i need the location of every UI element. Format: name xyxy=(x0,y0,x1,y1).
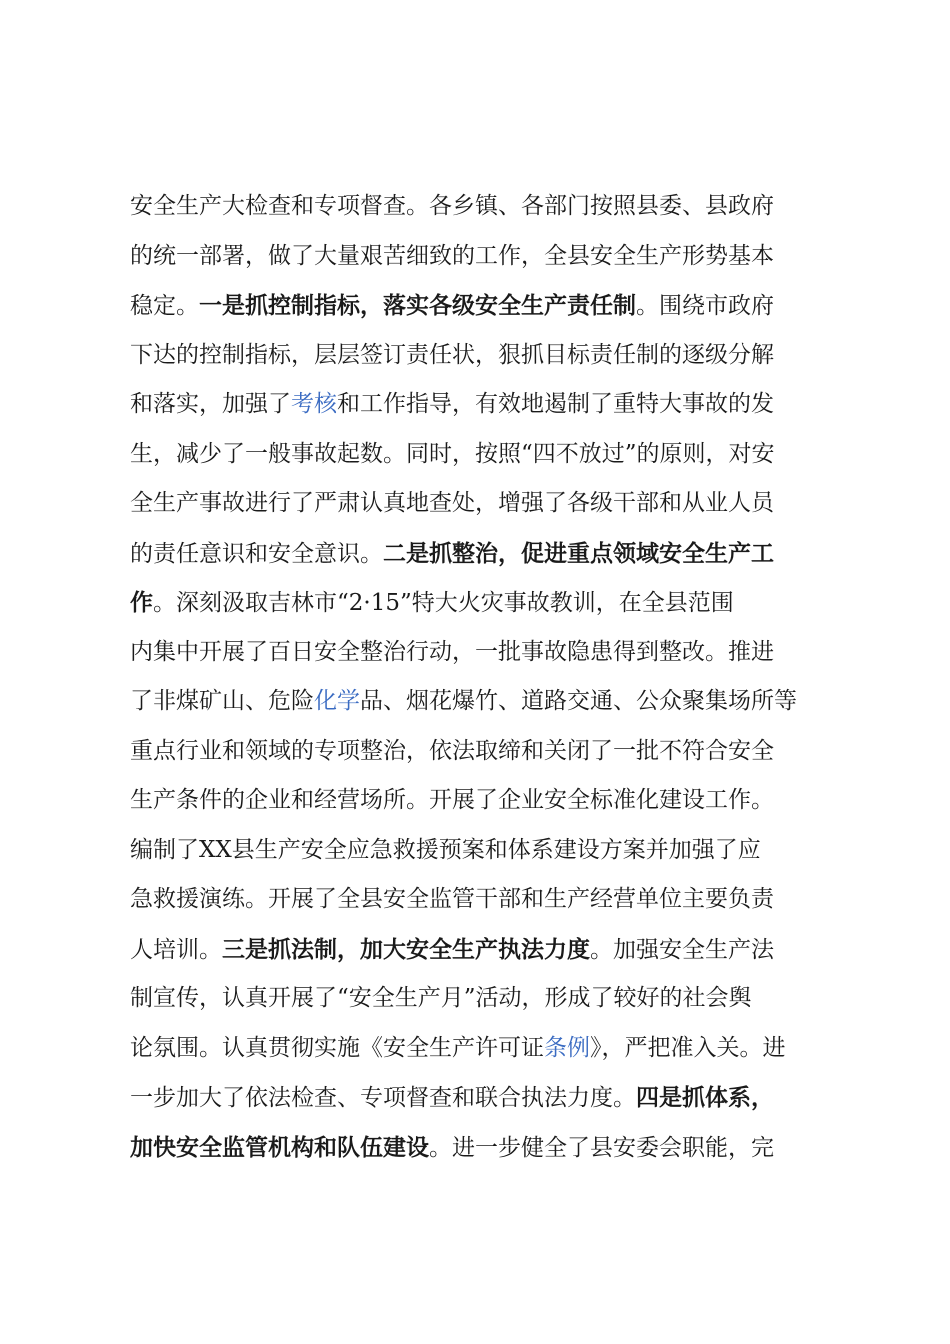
inline-link[interactable]: 考核 xyxy=(291,391,337,417)
text-line xyxy=(130,479,836,529)
body-text: 的统一部署，做了大量艰苦细致的工作，全县安全生产形势基本 xyxy=(130,242,774,269)
body-text: 》，严把准入关。进 xyxy=(590,1034,786,1061)
text-line xyxy=(130,727,836,777)
emphasized-heading-text: 四是抓体系， xyxy=(636,1084,774,1111)
body-text: 重点行业和领域的专项整治，依法取缔和关闭了一批不符合安全 xyxy=(130,737,774,764)
body-text: 的责任意识和安全意识。 xyxy=(130,540,383,567)
body-text: 品、烟花爆竹、道路交通、公众聚集场所等 xyxy=(360,688,797,714)
emphasized-heading-text: 作 xyxy=(130,589,153,616)
body-text: 生，减少了一般事故起数。同时，按照“四不放过”的原则，对安 xyxy=(130,440,775,467)
text-line xyxy=(130,1123,836,1173)
text-line xyxy=(130,1073,836,1123)
body-text: 全生产事故进行了严肃认真地查处，增强了各级干部和从业人员 xyxy=(130,490,774,516)
inline-link[interactable]: 条例 xyxy=(544,1034,590,1061)
text-line xyxy=(130,776,836,826)
body-text: 稳定。 xyxy=(130,293,199,319)
text-line xyxy=(130,628,836,678)
body-text: 制宣传，认真开展了“安全生产月”活动，形成了较好的社会舆 xyxy=(130,985,752,1011)
text-line xyxy=(130,1024,836,1074)
text-line xyxy=(130,677,836,727)
text-line xyxy=(130,925,836,975)
text-line xyxy=(130,380,836,430)
text-line xyxy=(130,826,836,876)
text-line xyxy=(130,529,836,579)
body-text: 和工作指导，有效地遏制了重特大事故的发 xyxy=(337,391,774,417)
body-text: 急救援演练。开展了全县安全监管干部和生产经营单位主要负责 xyxy=(130,886,774,912)
body-text: 下达的控制指标，层层签订责任状，狠抓目标责任制的逐级分解 xyxy=(130,341,774,368)
body-text: 人培训。 xyxy=(130,936,222,963)
emphasized-heading-text: 三是抓法制，加大安全生产执法力度 xyxy=(222,935,590,963)
text-line xyxy=(130,281,836,331)
body-text: 。深刻汲取吉林市“2·15”特大火灾事故教训，在全县范围 xyxy=(153,590,734,616)
text-line xyxy=(130,578,836,628)
text-line xyxy=(130,974,836,1024)
body-text: 论氛围。认真贯彻实施《安全生产许可证 xyxy=(130,1034,544,1061)
text-line xyxy=(130,430,836,480)
emphasized-heading-text: 一是抓控制指标，落实各级安全生产责任制 xyxy=(199,292,636,319)
body-text: 。进一步健全了县安委会职能，完 xyxy=(429,1134,774,1161)
document-body xyxy=(130,182,836,1172)
body-text: 安全生产大检查和专项督查。各乡镇、各部门按照县委、县政府 xyxy=(130,193,774,219)
emphasized-heading-text: 二是抓整治，促进重点领域安全生产工 xyxy=(383,539,774,567)
body-text: 编制了XX县生产安全应急救援预案和体系建设方案并加强了应 xyxy=(130,836,761,863)
emphasized-heading-text: 加快安全监管机构和队伍建设 xyxy=(130,1133,429,1161)
body-text: 。加强安全生产法 xyxy=(590,936,774,963)
inline-link[interactable]: 化学 xyxy=(314,688,360,714)
body-text: 和落实，加强了 xyxy=(130,391,291,417)
text-line xyxy=(130,331,836,381)
body-text: 生产条件的企业和经营场所。开展了企业安全标准化建设工作。 xyxy=(130,787,774,813)
body-text: 。围绕市政府 xyxy=(636,293,774,319)
text-line xyxy=(130,182,836,232)
body-text: 内集中开展了百日安全整治行动，一批事故隐患得到整改。推进 xyxy=(130,638,774,665)
body-text: 一步加大了依法检查、专项督查和联合执法力度。 xyxy=(130,1085,636,1111)
text-line xyxy=(130,875,836,925)
text-line xyxy=(130,232,836,282)
body-text: 了非煤矿山、危险 xyxy=(130,688,314,714)
